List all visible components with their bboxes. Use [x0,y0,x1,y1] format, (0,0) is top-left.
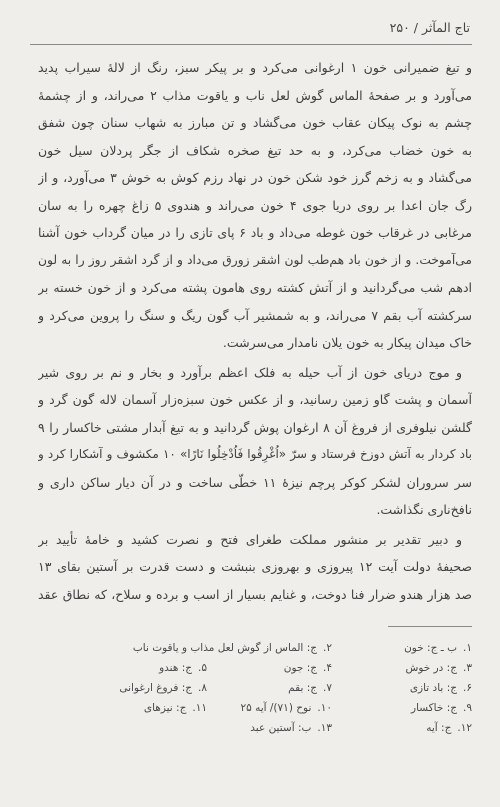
footnote: ۱۰.نوح (۷۱)/ آیه ۲۵ [240,702,332,714]
footnote: ۷.ج: بقم [288,682,332,694]
text-line: و دبیر تقدیر بر منشور مملکت طغرای فتح و نصرت کشید و خامهٔ تأیید بر [38,531,462,547]
header-divider [30,44,472,45]
text-line: ادهم شب می‌گردانید و از آتش کشته روی هامون پشته می‌کرد و از خون خسته بر [38,280,472,295]
text-line: می‌آورد و بر صفحهٔ الماس گوش لعل ناب و یاقوت مذاب ۲ می‌راند، و از چشمهٔ [38,87,472,103]
text-line: مرغابی در غرقاب خون غوطه می‌داد و باد ۶ پای تازی را در میان گرداب خون آشنا [38,225,472,240]
footnote-row [30,698,472,718]
footnote: ۹.ج: خاکسار [411,702,472,714]
text-line: می‌آموخت. و از خون باد هم‌طب لون اشقر زورق می‌داد و از گرد اشقر روز را به لون [38,252,472,267]
footnotes [30,638,472,738]
paragraph [38,526,472,609]
footnote: ۱۲.ج: آیه [426,722,472,734]
footnote: ۲.ج: الماس از گوش لعل مذاب و یاقوت ناب [132,642,332,654]
text-line: صحیفهٔ دولت آیت ۱۲ پیروزی و بهروزی بنبشت و دست قدرت بر آستین بقای ۱۳ [38,559,472,574]
text-line: سر سروران لشکر کوکر پرچم نیزهٔ ۱۱ خطّی ساخت و در آن دیار ساکن داری و [38,474,472,490]
footnote: ۱۱.ج: نیزهای [143,702,207,714]
footnote-row [30,678,472,698]
text-line: خاک میدان پیکار به خون یلان نامدار می‌سرشت. [222,335,472,350]
footnote: ۸.ج: فروغ ارغوانی [119,682,207,694]
text-line: باد کردار به آتش دوزخ فرستاد و سرّ «اُغْرِقُوا فَاُدْخِلُوا نَارًا» ۱۰ مکشوف و آشکارا کرد و [38,447,472,461]
footnote-divider [388,626,472,627]
footnote-row [30,718,472,738]
text-line: صد هزار هندو ضرار فنا دوخت، و غنایم بسیار از اسب و برده و سلاح، که نطاق عقد [38,586,472,602]
text-line: و تیغ ضمیرانی خون ۱ ارغوانی می‌کرد و بر پیکر سبز، رنگ از لالهٔ سیراب پدید [38,60,472,75]
text-line: آسمان و پشت گاو زمین رسانید، و از عکس خون سبزه‌زار آسمان لاله گون گرد و [38,392,472,407]
footnote-row [30,638,472,658]
paragraph [38,359,472,524]
main-text [38,54,472,608]
text-line: و موج دریای خون از آب حیله به فلک اعظم برآورد و بخار و نم بر روی شیر [38,364,462,380]
text-line: سرکشته آب بقم ۷ می‌راند، و به شمشیر آب گون ریگ و سنگ را پروین می‌کرد و [38,307,472,323]
text-line: می‌گشاد و به زخم گرز خود شکن خون در نهاد رزم کوش به خوش ۳ می‌آورد، و از [38,170,472,185]
text-line: نافخ‌ناری نگذاشت. [376,502,472,517]
footnote: ۳.ج: در خوش [405,662,472,674]
running-header: تاج المآثر / ۲۵۰ [389,20,470,35]
text-line: گلشن نیلوفری از فروغ آن ۸ ارغوان پوش گردانید و به تیغ آبدار مشتی خاکسار را ۹ [38,419,472,435]
paragraph [38,54,472,357]
footnote: ۶.ج: باد تازی [409,682,472,694]
footnote: ۵.ج: هندو [159,662,207,674]
text-line: رگ جان اعدا بر روی دریا جوی ۴ خون می‌راند و هندوی ۵ زاغ چهره را به سان [38,197,472,213]
footnote: ۱۳.ب: آستین عبد [250,722,332,734]
footnote-row [30,658,472,678]
footnote: ۴.ج: جون [283,662,332,674]
text-line: چشم به نوک پیکان عقاب خون می‌گشاد و تن مبارز به شهاب سنان چون شفق [38,115,472,130]
text-line: به خون خضاب می‌کرد، و به حد تیغ صخره شکاف از جگر پردلان سیل خون [38,142,472,158]
footnote: ۱.ب ـ ج: خون [404,642,472,654]
